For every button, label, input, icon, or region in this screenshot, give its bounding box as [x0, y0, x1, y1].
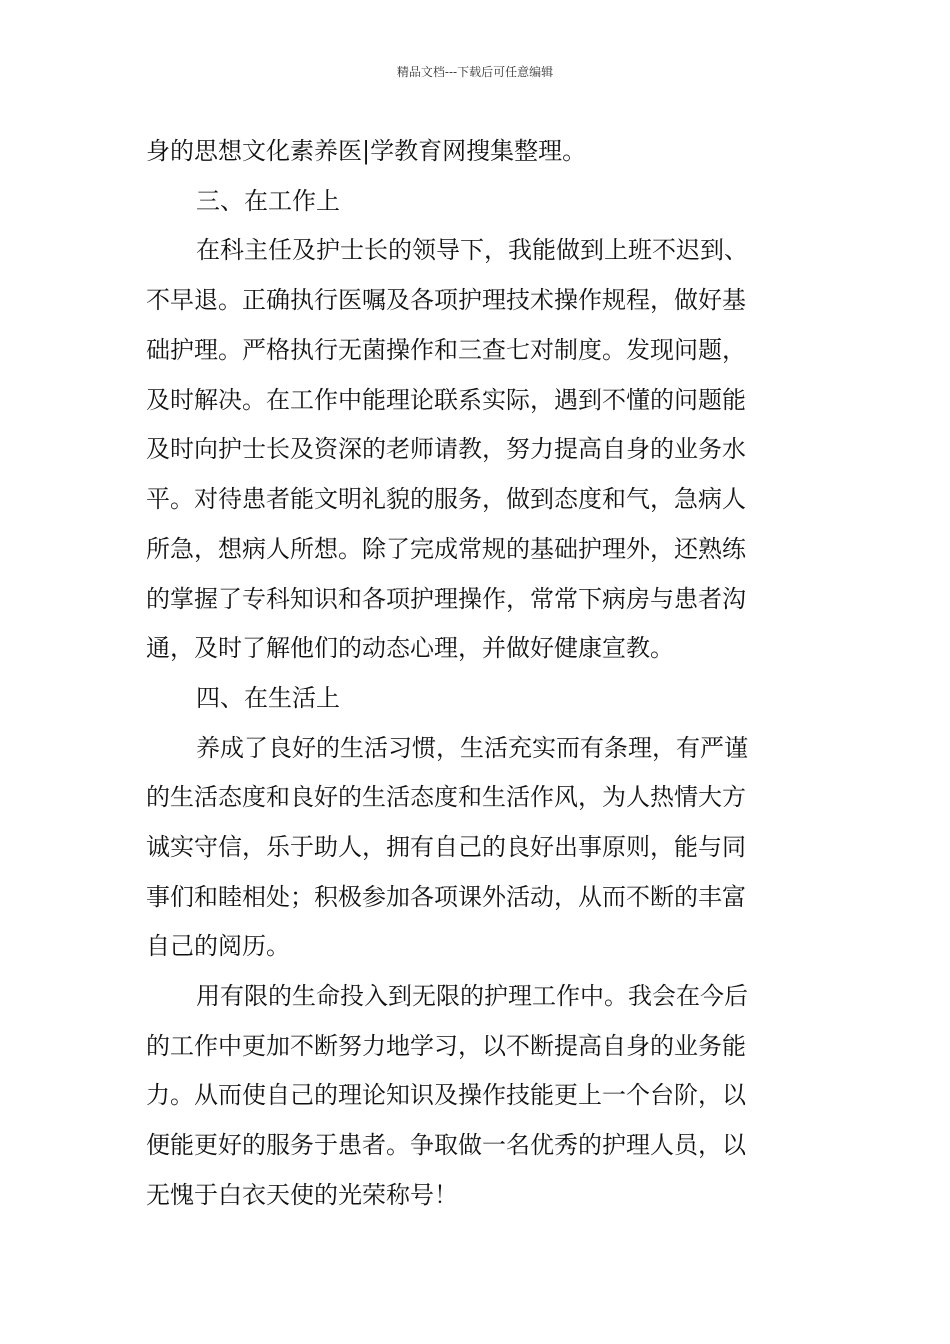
body-line: 力。从而使自己的理论知识及操作技能更上一个台阶，以 — [146, 1081, 746, 1109]
body-line: 用有限的生命投入到无限的护理工作中。我会在今后 — [196, 982, 748, 1010]
page-header: 精品文档---下载后可任意编辑 — [396, 65, 554, 79]
section-heading: 三、在工作上 — [196, 187, 340, 215]
body-line: 通，及时了解他们的动态心理，并做好健康宣教。 — [146, 634, 674, 662]
body-line: 平。对待患者能文明礼貌的服务，做到态度和气，急病人 — [146, 485, 746, 513]
body-line: 础护理。严格执行无菌操作和三查七对制度。发现问题， — [146, 336, 746, 364]
body-line: 自己的阅历。 — [146, 932, 290, 960]
body-line: 的工作中更加不断努力地学习，以不断提高自身的业务能 — [146, 1032, 746, 1060]
body-line: 养成了良好的生活习惯，生活充实而有条理，有严谨 — [196, 734, 748, 762]
body-line: 事们和睦相处；积极参加各项课外活动，从而不断的丰富 — [146, 883, 746, 911]
body-line: 所急，想病人所想。除了完成常规的基础护理外，还熟练 — [146, 535, 746, 563]
body-line: 无愧于白衣天使的光荣称号！ — [146, 1181, 458, 1209]
body-line: 在科主任及护士长的领导下，我能做到上班不迟到、 — [196, 236, 748, 264]
body-line: 便能更好的服务于患者。争取做一名优秀的护理人员，以 — [146, 1131, 746, 1159]
body-line: 的生活态度和良好的生活态度和生活作风，为人热情大方 — [146, 783, 746, 811]
body-line: 不早退。正确执行医嘱及各项护理技术操作规程，做好基 — [146, 286, 746, 314]
section-heading: 四、在生活上 — [196, 684, 340, 712]
body-line: 诚实守信，乐于助人，拥有自己的良好出事原则，能与同 — [146, 833, 746, 861]
body-line: 及时向护士长及资深的老师请教，努力提高自身的业务水 — [146, 435, 746, 463]
body-line: 身的思想文化素养医|学教育网搜集整理。 — [146, 137, 587, 165]
body-line: 及时解决。在工作中能理论联系实际，遇到不懂的问题能 — [146, 386, 746, 414]
body-line: 的掌握了专科知识和各项护理操作，常常下病房与患者沟 — [146, 585, 746, 613]
